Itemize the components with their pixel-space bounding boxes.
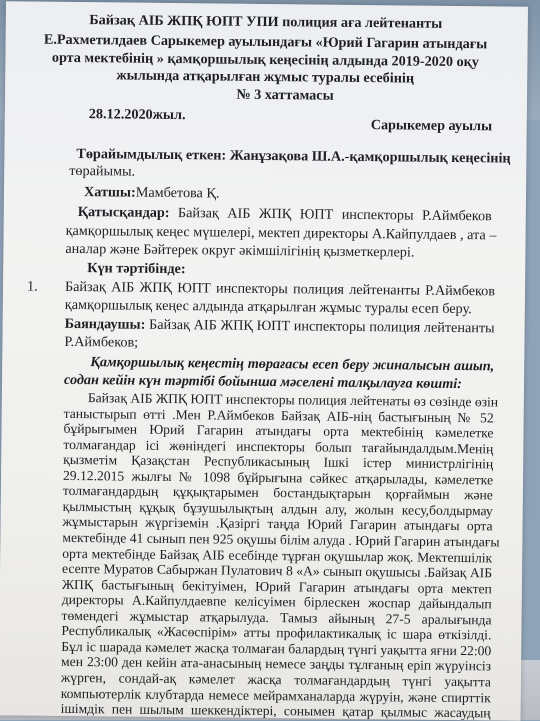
italic-line-1: Қамқоршылық кеңестің төрағасы есеп беру жиналысын ашып, [90,354,495,375]
document-place: Сарыкемер ауылы [370,117,493,135]
paragraph-line-12: есепте Муратов Сабыржан Пулатович 8 «А» сынып оқушысы .Байзақ АІБ [62,560,493,581]
header-line-3: орта мектебінің » қамқоршылық кеңесінің алдында 2019-2020 оқу [51,49,480,71]
paragraph-line-16: Республикалық «Жасөспірім» атты профилактикалық іс шара өткізілді. [61,623,492,643]
header-line-2: Е.Рахметилдаев Сарыкемер ауылындағы «Юрий Гагарин атындағы [43,31,488,53]
paragraph-line-14: директоры А.Кайпулдаевпе келісуімен бірлескен жоспар дайындалып [61,591,492,612]
paragraph-line-5: қызметім Қазақстан Республикасының Ішкі істер министрлігінің [63,452,494,472]
paragraph-line-11: орта мектебінде Байзақ АІБ есебінде тұрған оқушылар жоқ. Мектепшілік [62,545,493,565]
paragraph-line-20: компьютерлік клубтарда немесе мейрамханаларда жүруін, және спирттік [60,685,491,705]
chair-line [76,146,511,167]
attendees-text-1: Байзақ АІБ ЖПҚ ЮПТ инспекторы Р.Аймбеков [177,205,492,225]
paragraph-line-7: толмағандардың құқықтарымен бостандықтарын қорғаймын және [62,483,493,503]
paragraph-line-21: ішімдік пен шылым шеккендіктері, сонымен қатар қылмыс жасаудың [60,700,491,721]
chair-value: Жанұзақова Ш.А.-қамқоршылық кеңесінің [229,147,511,167]
paragraph-line-17: Бұл іс шарада кәмелет жасқа толмаған балардың түнгі уақытта яғни 22:00 [61,638,492,659]
paragraph-line-9: жұмыстарын жүргіземін .Қазіргі таңда Юрий Гагарин атындағы орта [62,514,493,534]
attendees-line-3: аналар және Бәйтерек округ әкімшілігінің қызметкерлері. [65,240,415,261]
document-page [0,1,528,720]
paragraph-line-10: мектебінде 41 сынып пен 925 оқушы білім алуда . Юрий Гагарин атындағы [62,529,500,550]
paragraph-line-15: төмендегі жұмыстар атқарылуда. Тамыз айының 27-5 аралығында [61,607,492,628]
secretary-value: Мамбетова Қ. [135,184,220,202]
paragraph-line-3: бұйрығымен Юрий Гагарин атындағы орта мектебінің кәмелетке [63,420,494,441]
attendees-label: Қатысқандар: [77,204,170,221]
secretary-line [84,184,220,202]
header-line-5: № 3 хаттамасы [236,86,334,104]
chair-line-2: төрайымы. [69,162,136,180]
attendees-line-1 [78,204,492,225]
paragraph-line-6: 29.12.2015 жылғы № 1098 бұйрығына сәйкес атқарылады, кәмелетке [62,467,494,488]
agenda-item-line-2: қамқоршылық кеңес алдында атқарылған жұмыс туралы есеп беру. [64,296,472,318]
paragraph-line-18: мен 23:00 ден кейін ата-анасының немесе заңды тұлғаның еріп жүруінсіз [61,654,492,674]
agenda-item-line-1: Байзақ АІБ ЖПҚ ЮПТ инспекторы полиция лейтенанты Р.Аймбеков [64,278,496,300]
speaker-line-2: Р.Аймбеков; [64,333,139,351]
paragraph-line-4: толмағандар ісі жөніндегі инспекторы болып тағайындалдым.Менің [63,436,494,456]
paragraph-line-2: таныстырып өтті .Мен Р.Аймбеков Байзақ АІБ-нің бастығының № 52 [63,405,494,425]
paragraph-line-13: ЖПҚ бастығының бекітуімен, Юрий Гагарин атындағы орта мектеп [61,576,492,596]
header-line-1: Байзақ АІБ ЖПҚ ЮПТ УПИ полиция аға лейтенанты [89,12,443,32]
secretary-label: Хатшы: [83,184,136,201]
paragraph-line-8: қылмыстың құқық бұзушылықтың алдын алу, жолын кесу,болдырмау [62,498,493,519]
speaker-label: Баяндаушы: [64,315,146,333]
italic-line-2: содан кейін күн тәртібі бойынша мәселені талқылауға көшті: [63,371,463,393]
document-content [0,1,528,720]
document-date: 28.12.2020жыл. [88,106,186,124]
paragraph-line-19: жүрген, сондай-ақ кәмелет жасқа толмағандардың түнгі уақытта [60,669,491,690]
agenda-label: Күн тәртібінде: [87,260,186,278]
header-line-4: жылында атқарылған жұмыс туралы есебінің [116,67,415,87]
chair-label: Төрайымдылық еткен: [76,146,227,164]
agenda-item-number: 1. [26,278,38,295]
attendees-line-2: қамқоршылық кеңес мүшелері, мектеп директоры А.Кайпулдаев , ата – [65,222,497,244]
speaker-text-1: Байзақ АІБ ЖПҚ ЮПТ инспекторы полиция лейтенанты [149,316,495,337]
paragraph-line-1: Байзақ АІБ ЖПҚ ЮПТ инспекторы полиция лейтенаты өз сөзінде өзін [87,390,499,410]
